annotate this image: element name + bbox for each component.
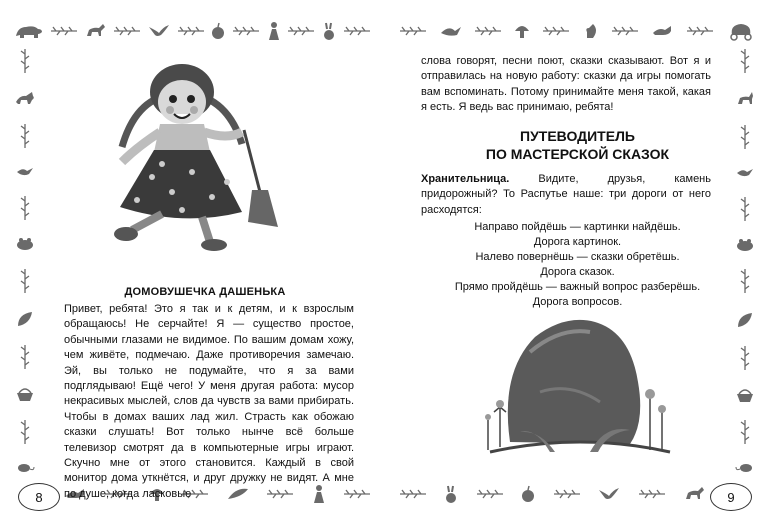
basket-icon — [16, 386, 34, 402]
horse-icon — [83, 22, 107, 40]
speech-text: Видите, друзья, камень придорожный? То Распутье наше: три дороги от него расходятся: — [421, 173, 711, 216]
sprig-icon — [287, 25, 315, 37]
page-number-left: 8 — [18, 483, 60, 511]
verse-line: Налево повернёшь — сказки обретёшь. — [475, 251, 680, 263]
side-border-left — [14, 48, 36, 473]
verse-road-name: Дорога сказок. — [540, 266, 615, 279]
vertical-sprig-icon — [739, 48, 751, 74]
horse-icon — [682, 485, 706, 503]
hare-icon — [443, 484, 459, 504]
bottom-border-right — [399, 483, 706, 505]
mouse-icon — [735, 461, 755, 473]
carriage-icon — [726, 21, 756, 41]
bear-icon — [14, 22, 44, 40]
deer-icon — [734, 90, 756, 108]
right-continuation-text: слова говорят, песни поют, сказки сказывают. Вот я и отправилась на новую работу: сказки да игры помогать вам вспоминать. Потому принимайте меня такой, какая я есть. Я ведь вас принимаю, ребята! — [421, 55, 711, 114]
guide-title-line-1: ПУТЕВОДИТЕЛЬ — [520, 128, 635, 144]
top-border-left — [14, 20, 371, 42]
leaf-icon — [16, 310, 34, 328]
verse-road-name: Дорога вопросов. — [532, 296, 623, 309]
firebird-icon — [439, 23, 463, 39]
character-title: ДОМОВУШЕЧКА ДАШЕНЬКА — [124, 286, 286, 298]
left-body-text: Привет, ребята! Это я так и к детям, и к взрослым обращаюсь! Не серчайте! Я — существо простое, обычными глазами не видимое. По вашим домам хожу, чем живёте, подмечаю. Даже противоречия замечаю. Эй, вы только не подумайте, что я за вами подглядываю! Ещё чего! У меня другая работа: мусор некрасивых мыслей, слов да чувств за вами прибирать. Чтобы в домах ваших лад жил. Страсть как обожаю сказки слушать! Вот только нынче всё больше телевизор смотрят да в компьютерные игры играют. Скучно мне от этого становится. Каждый в свой монитор дома уткнётся, и друг дружку не видят. А мне по душе, когда ласковые — [64, 303, 354, 500]
verse-right — [405, 220, 750, 251]
bird-icon — [735, 166, 755, 180]
sprig-icon — [177, 25, 205, 37]
swallow-icon — [597, 486, 621, 502]
sprig-icon — [399, 488, 427, 500]
apple-icon — [210, 22, 226, 40]
frog-icon — [15, 237, 35, 251]
right-page — [385, 0, 770, 521]
verse-line: Направо пойдёшь — картинки найдёшь. — [474, 221, 681, 233]
mouse-icon — [15, 461, 35, 473]
keeper-speech — [421, 172, 711, 218]
vertical-sprig-icon — [739, 419, 751, 445]
vertical-sprig-icon — [19, 344, 31, 370]
sprig-icon — [113, 25, 141, 37]
hare-icon — [321, 21, 337, 41]
squirrel-icon — [581, 22, 599, 40]
sprig-icon — [474, 25, 502, 37]
crossroads-stone-illustration — [480, 312, 680, 462]
sprig-icon — [232, 25, 260, 37]
sprig-icon — [638, 488, 666, 500]
leaf-icon — [736, 311, 754, 329]
page-number-right: 9 — [710, 483, 752, 511]
guide-title-line-2: ПО МАСТЕРСКОЙ СКАЗОК — [485, 146, 670, 162]
vertical-sprig-icon — [19, 48, 31, 74]
mushroom-icon — [514, 23, 530, 39]
sprig-icon — [553, 488, 581, 500]
domovushka-girl-illustration — [92, 52, 282, 252]
apple-icon — [520, 485, 536, 503]
vertical-sprig-icon — [19, 195, 31, 221]
sprig-icon — [542, 25, 570, 37]
swallow-icon — [147, 23, 171, 39]
top-border-right — [399, 20, 756, 42]
sprig-icon — [399, 25, 427, 37]
doll-icon — [266, 21, 282, 41]
sprig-icon — [343, 25, 371, 37]
verse-line: Прямо пройдёшь — важный вопрос разберёшь. — [454, 281, 701, 293]
guide-title — [405, 127, 750, 163]
sprig-icon — [611, 25, 639, 37]
basket-icon — [736, 387, 754, 403]
wolf-icon — [14, 90, 36, 106]
bird-icon — [15, 165, 35, 179]
sprig-icon — [476, 488, 504, 500]
vertical-sprig-icon — [19, 268, 31, 294]
fox-icon — [651, 23, 675, 39]
vertical-sprig-icon — [739, 345, 751, 371]
speaker-name: Хранительница. — [421, 173, 510, 185]
vertical-sprig-icon — [19, 123, 31, 149]
vertical-sprig-icon — [739, 196, 751, 222]
vertical-sprig-icon — [19, 419, 31, 445]
verse-left — [405, 250, 750, 281]
sprig-icon — [686, 25, 714, 37]
verse-straight — [405, 280, 750, 311]
verse-road-name: Дорога картинок. — [533, 236, 622, 249]
sprig-icon — [50, 25, 78, 37]
